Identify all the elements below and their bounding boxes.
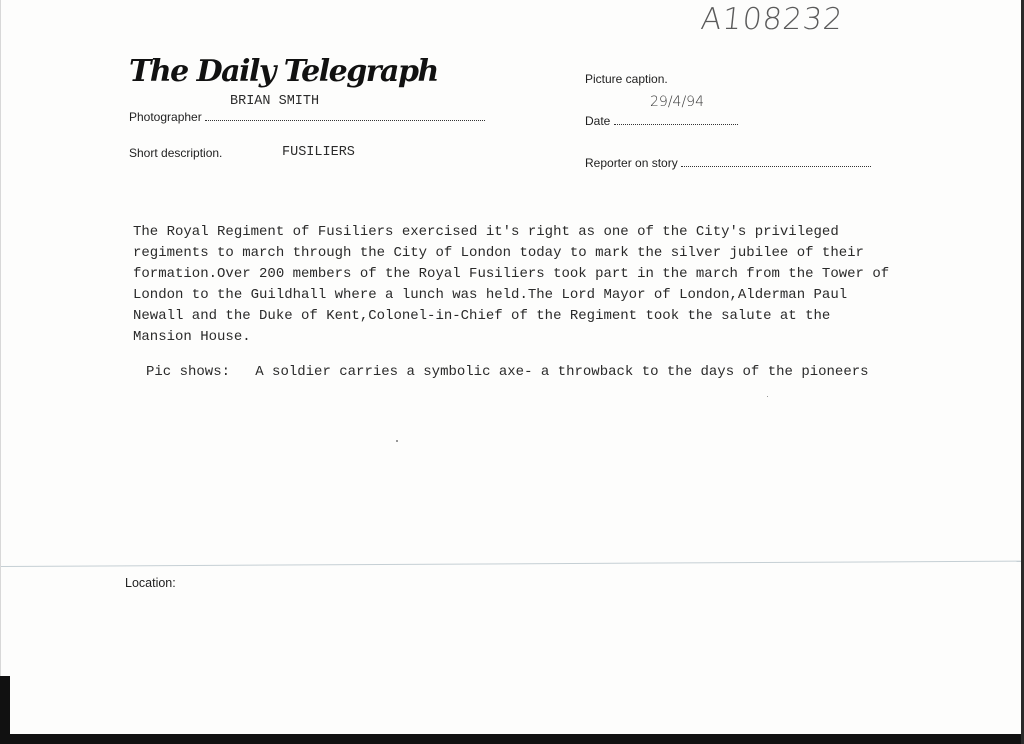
photographer-value: BRIAN SMITH: [230, 94, 320, 109]
short-description-value: FUSILIERS: [282, 145, 355, 160]
picture-caption-label: Picture caption.: [585, 72, 668, 86]
date-value: 29/4/94: [650, 94, 704, 110]
photographer-label: Photographer: [129, 110, 202, 124]
pic-shows-line: [146, 364, 906, 380]
caption-body: The Royal Regiment of Fusiliers exercised it's right as one of the City's privileged regiments to march through the City of London today to mark the silver jubilee of their formation.Over 200 members of the Royal Fusiliers took part in the march from the Tower of London to the Guildhall where a lunch was held.The Lord Mayor of London,Alderman Paul Newall and the Duke of Kent,Colonel-in-Chief of the Regiment took the salute at the Mansion House.: [133, 224, 890, 345]
paper-speck: [767, 396, 768, 397]
reporter-field: [585, 156, 871, 170]
date-field: [585, 114, 738, 128]
pic-shows-text: A soldier carries a symbolic axe- a throwback to the days of the pioneers: [255, 364, 869, 380]
scan-edge-bottom: [0, 734, 1024, 744]
short-description-label: Short description.: [129, 146, 223, 160]
reporter-label: Reporter on story: [585, 156, 678, 170]
archive-id-handwritten: A108232: [699, 2, 845, 37]
pic-shows-label: Pic shows:: [146, 364, 231, 380]
location-label: Location:: [125, 576, 176, 590]
newspaper-masthead: The Daily Telegraph: [129, 54, 438, 89]
date-dotted-line: [614, 114, 738, 125]
photographer-field: [129, 110, 485, 124]
date-label: Date: [585, 114, 611, 128]
location-divider: [1, 561, 1024, 567]
photographer-dotted-line: [205, 110, 485, 121]
paper-speck: [396, 440, 398, 442]
reporter-dotted-line: [681, 156, 871, 167]
